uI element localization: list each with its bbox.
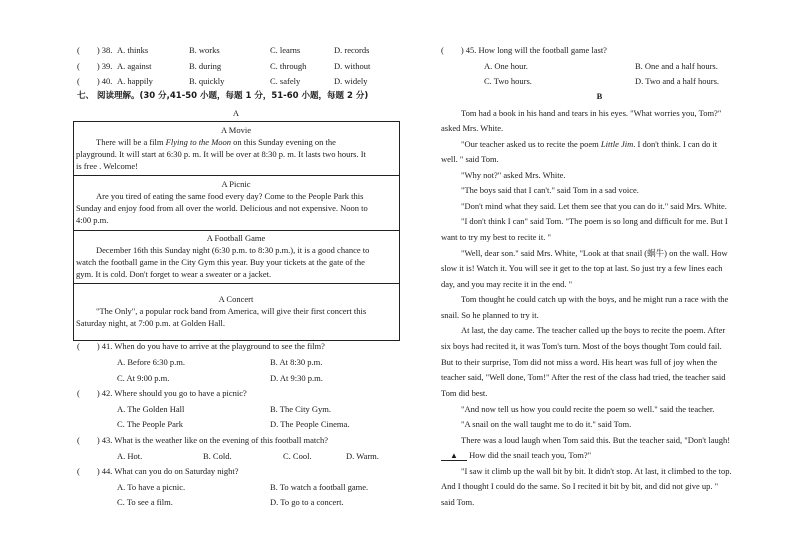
q40-option-a[interactable]: A. happily [117, 76, 153, 86]
q40-option-d[interactable]: D. widely [334, 76, 368, 86]
passage-b-label: B [596, 91, 603, 101]
passage-b-line: But to their surprise, Tom did not miss a word. His heart was full of joy when the [441, 357, 718, 367]
q40-option-c[interactable]: C. safely [270, 76, 301, 86]
passage-b-line: ▲ How did the snail teach you, Tom?" [441, 450, 591, 461]
q45-option-d[interactable]: D. Two and a half hours. [635, 76, 719, 86]
q42-option-a[interactable]: A. The Golden Hall [117, 404, 185, 414]
q44-stem: ( ) 44. What can you do on Saturday night? [77, 466, 239, 476]
movie-line-1: There will be a film Flying to the Moon on this Sunday evening on the [96, 137, 336, 147]
q43-option-c[interactable]: C. Cool. [283, 451, 312, 461]
q41-option-c[interactable]: C. At 9:00 p.m. [117, 373, 170, 383]
divider [74, 175, 399, 176]
q41-option-d[interactable]: D. At 9:30 p.m. [270, 373, 323, 383]
passage-b-line: day, and you may recite it in the end. " [441, 279, 573, 289]
q38-option-a[interactable]: A. thinks [117, 45, 149, 55]
passage-b-line: At last, the day came. The teacher called up the boys to recite the poem. After [461, 325, 726, 335]
q42-option-d[interactable]: D. The People Cinema. [270, 419, 350, 429]
q44-option-a[interactable]: A. To have a picnic. [117, 482, 186, 492]
q39-option-b[interactable]: B. during [189, 61, 222, 71]
movie-line-2: playground. It will start at 6:30 p. m. It will be over at 8:30 p. m. It lasts two hours. It [76, 149, 366, 159]
q41-option-b[interactable]: B. At 8:30 p.m. [270, 357, 323, 367]
passage-b-line: And I thought I could do the same. So I recited it bit by bit, and did not give up. " [441, 481, 719, 491]
passage-b-line: well. " said Tom. [441, 154, 499, 164]
picnic-line-1: Are you tired of eating the same food every day? Come to the People Park this [96, 191, 364, 201]
q39-number: ( ) 39. [77, 61, 113, 71]
football-line-1: December 16th this Sunday night (6:30 p.m. to 8:30 p.m.), it is a good chance to [96, 245, 370, 255]
picnic-line-3: 4:00 p.m. [76, 215, 109, 225]
passage-b-line: "I don't think I can" said Tom. "The poem is so long and difficult for me. But I [461, 216, 728, 226]
q45-option-b[interactable]: B. One and a half hours. [635, 61, 718, 71]
passage-b-line: "Don't mind what they said. Let them see that you can do it." said Mrs. White. [461, 201, 727, 211]
passage-b-line: Tom had a book in his hand and tears in his eyes. "What worries you, Tom?" [461, 108, 722, 118]
passage-b-line: "Well, dear son." said Mrs. White, "Look at that snail (蜗牛) on the wall. How [461, 248, 728, 258]
q42-option-c[interactable]: C. The People Park [117, 419, 183, 429]
q45-stem: ( ) 45. How long will the football game last? [441, 45, 607, 55]
q44-option-b[interactable]: B. To watch a football game. [270, 482, 369, 492]
q43-option-a[interactable]: A. Hot. [117, 451, 143, 461]
q42-option-b[interactable]: B. The City Gym. [270, 404, 331, 414]
q45-option-c[interactable]: C. Two hours. [484, 76, 532, 86]
q39-option-c[interactable]: C. through [270, 61, 307, 71]
q40-option-b[interactable]: B. quickly [189, 76, 225, 86]
passage-b-line: Tom thought he could catch up with the boys, and he might run a race with the [461, 294, 729, 304]
movie-line-3: is free . Welcome! [76, 161, 138, 171]
section-heading: 七、 阅读理解。(30 分,41-50 小题，每题 1 分，51-60 小题，每题 2 分) [77, 91, 369, 101]
q43-option-d[interactable]: D. Warm. [346, 451, 379, 461]
q44-option-d[interactable]: D. To go to a concert. [270, 497, 344, 507]
q38-option-d[interactable]: D. records [334, 45, 370, 55]
q42-stem: ( ) 42. Where should you go to have a picnic? [77, 388, 247, 398]
q39-option-a[interactable]: A. against [117, 61, 152, 71]
picnic-line-2: Sunday and enjoy food from all over the world. Delicious and not expensive. Noon to [76, 203, 368, 213]
q43-option-b[interactable]: B. Cold. [203, 451, 232, 461]
passage-a-label: A [232, 108, 240, 118]
movie-title: A Movie [221, 125, 251, 135]
concert-title: A Concert [218, 294, 254, 304]
concert-line-1: "The Only", a popular rock band from America, will give their first concert this [96, 306, 367, 316]
q41-stem: ( ) 41. When do you have to arrive at the playground to see the film? [77, 341, 325, 351]
passage-b-line: snail. So he planned to try it. [441, 310, 539, 320]
divider [74, 230, 399, 231]
passage-b-line: "I saw it climb up the wall bit by bit. It didn't stop. At last, it climbed to the top. [461, 466, 732, 476]
passage-b-line: There was a loud laugh when Tom said this. But the teacher said, "Don't laugh! [461, 435, 731, 445]
q43-stem: ( ) 43. What is the weather like on the evening of this football match? [77, 435, 328, 445]
q41-option-a[interactable]: A. Before 6:30 p.m. [117, 357, 185, 367]
passage-b-line: teacher said, "Well done, Tom!" After the rest of the class had tried, the teacher said [441, 372, 726, 382]
passage-b-line: said Tom. [441, 497, 475, 507]
q39-option-d[interactable]: D. without [334, 61, 371, 71]
football-title: A Football Game [206, 233, 266, 243]
football-line-3: gym. It is cold. Don't forget to wear a sweater or a jacket. [76, 269, 272, 279]
q38-option-b[interactable]: B. works [189, 45, 220, 55]
passage-b-line: slow it is! Watch it. You will see it get to the top at last. So just try a few lines each [441, 263, 723, 273]
q38-option-c[interactable]: C. learns [270, 45, 301, 55]
answer-blank[interactable]: ▲ [441, 451, 467, 461]
q40-number: ( ) 40. [77, 76, 113, 86]
q45-option-a[interactable]: A. One hour. [484, 61, 528, 71]
divider [74, 283, 399, 284]
q38-number: ( ) 38. [77, 45, 113, 55]
passage-b-line: "Why not?" asked Mrs. White. [461, 170, 566, 180]
passage-b-line: want to try my best to recite it. " [441, 232, 551, 242]
passage-b-line: Tom did best. [441, 388, 488, 398]
passage-b-line: asked Mrs. White. [441, 123, 504, 133]
passage-b-line: "A snail on the wall taught me to do it." said Tom. [461, 419, 632, 429]
picnic-title: A Picnic [221, 179, 251, 189]
football-line-2: watch the football game in the City Gym this year. Buy your tickets at the gate of the [76, 257, 365, 267]
passage-b-line: "The boys said that I can't." said Tom in a sad voice. [461, 185, 639, 195]
q44-option-c[interactable]: C. To see a film. [117, 497, 173, 507]
passage-b-line: "Our teacher asked us to recite the poem Little Jim. I don't think. I can do it [461, 139, 718, 149]
passage-b-line: six boys had recited it, it was Tom's turn. Most of the boys thought Tom could fail. [441, 341, 722, 351]
passage-b-line: "And now tell us how you could recite the poem so well." said the teacher. [461, 404, 715, 414]
concert-line-2: Saturday night, at 7:00 p.m. at Golden Hall. [76, 318, 225, 328]
